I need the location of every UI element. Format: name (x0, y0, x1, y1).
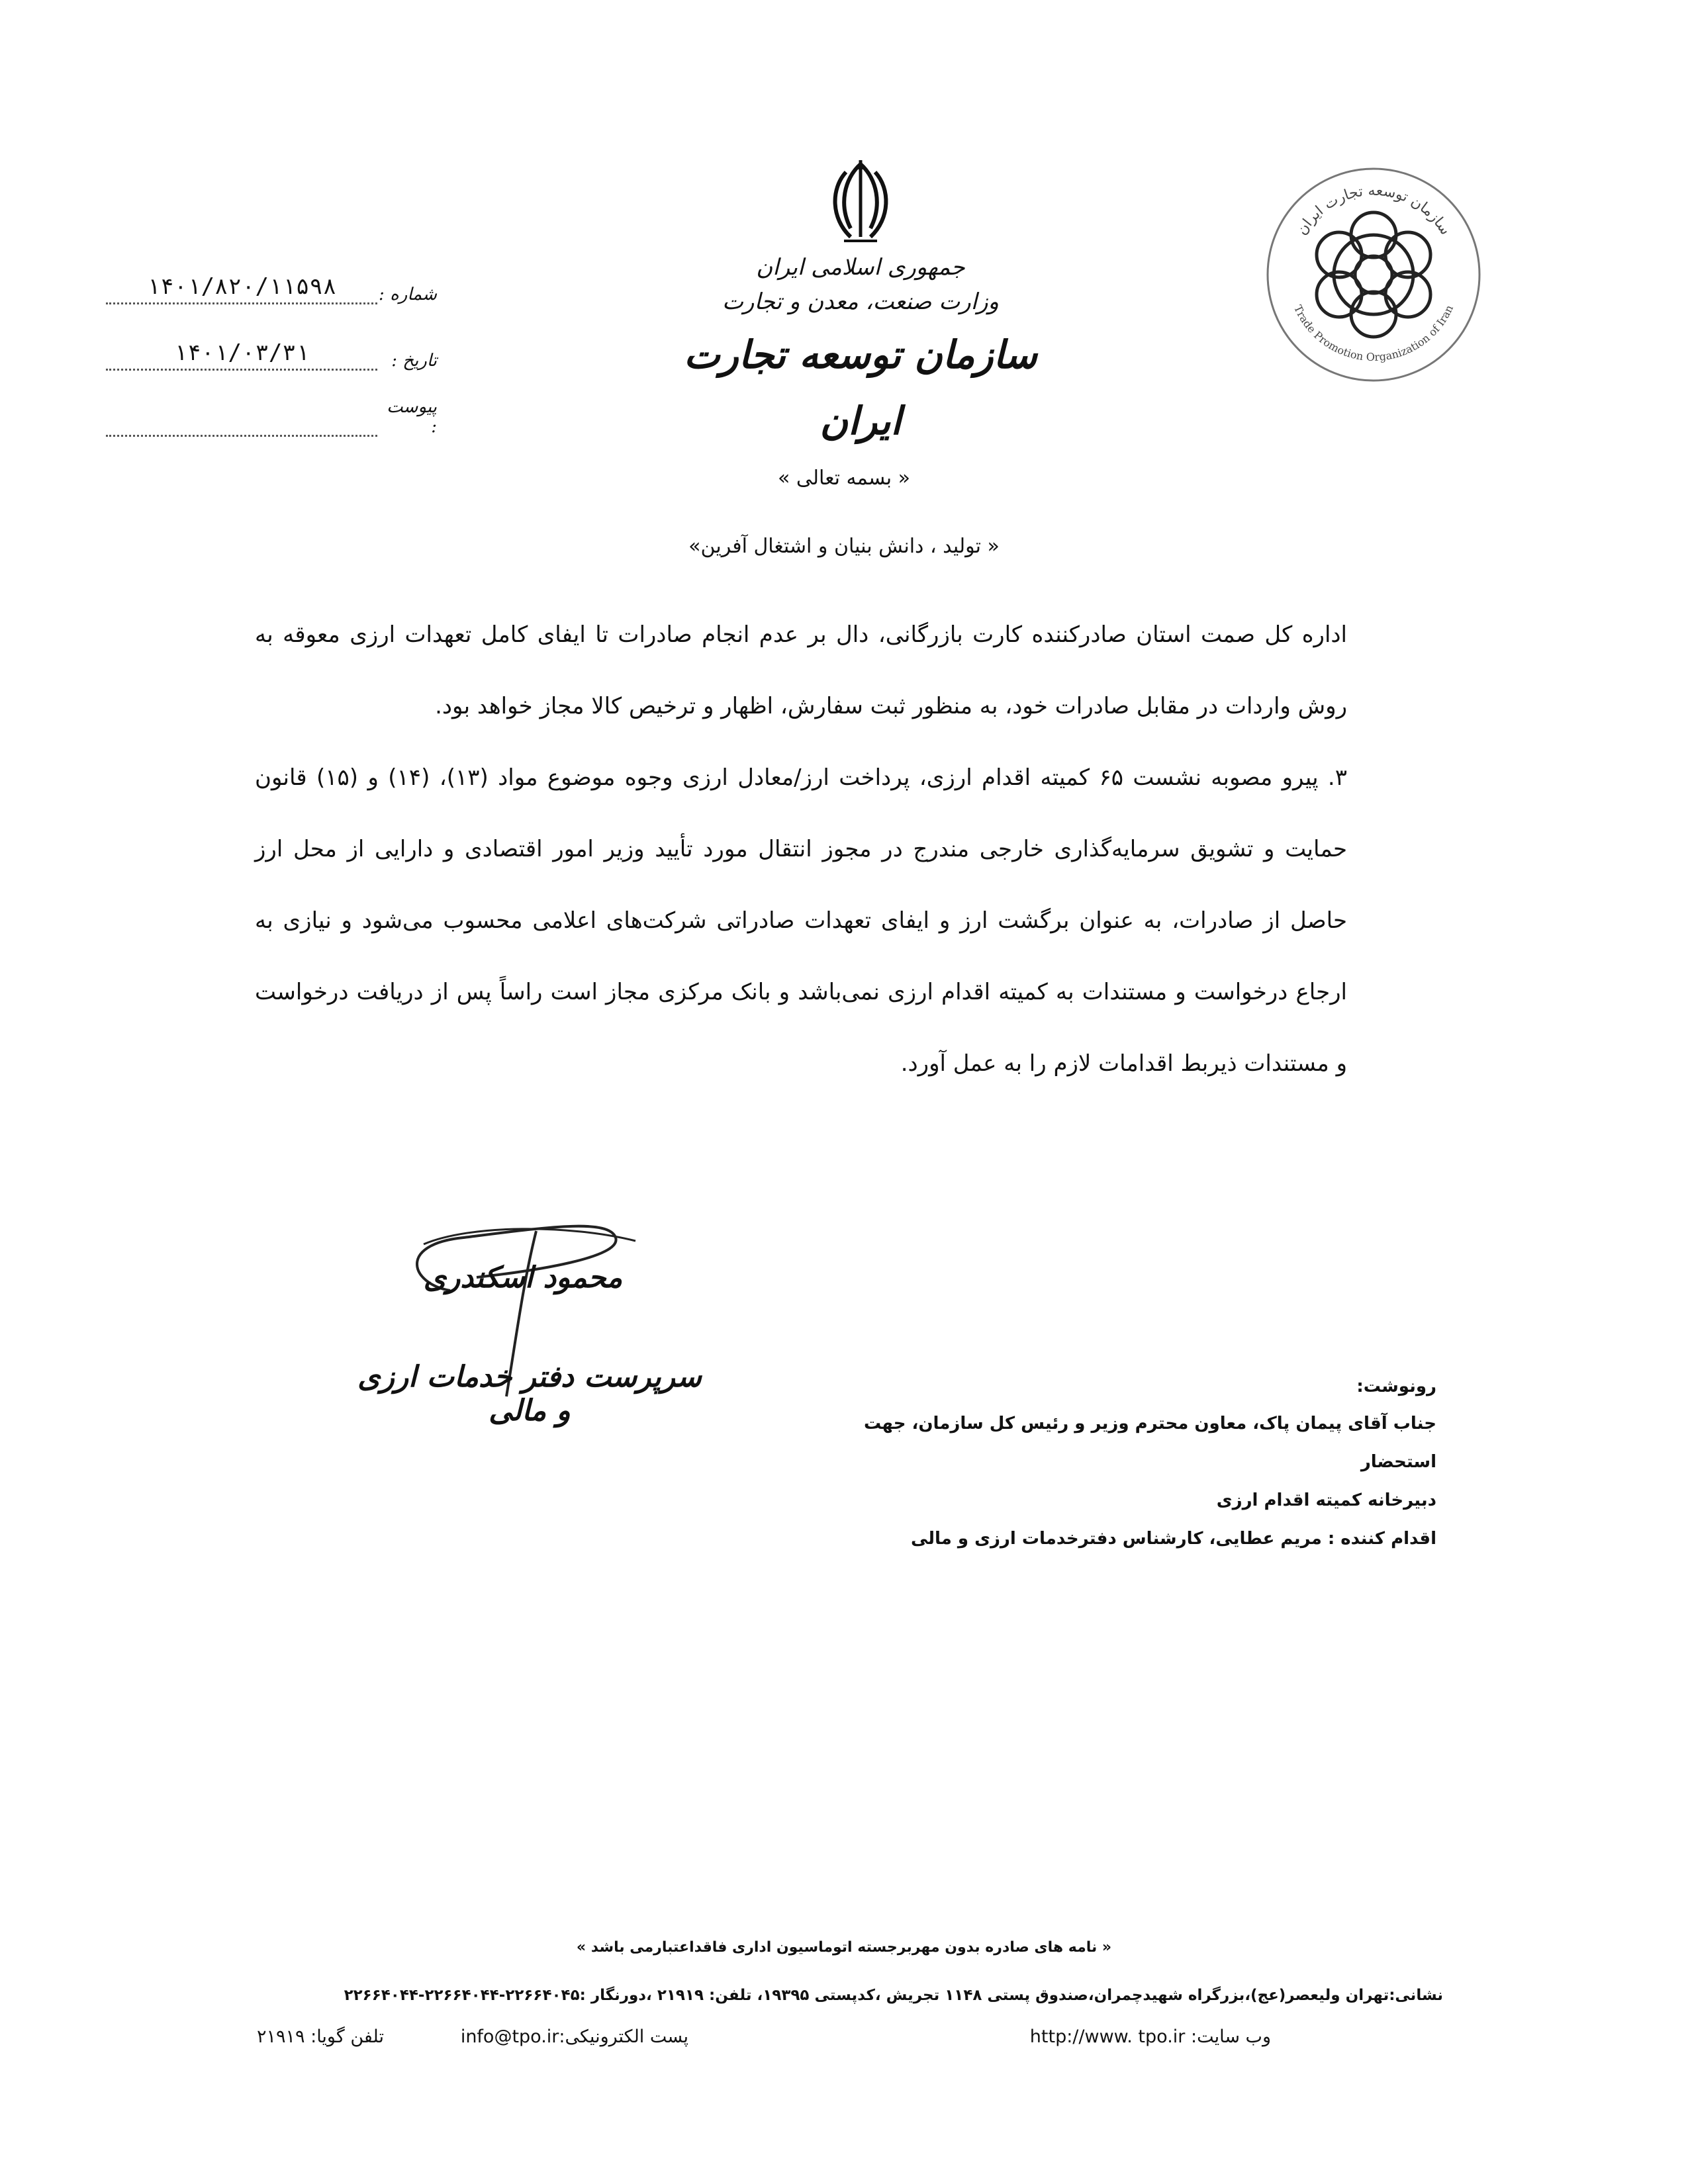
copies-item: دبیرخانه کمیته اقدام ارزی (1216, 1490, 1436, 1510)
paragraph-1: اداره کل صمت استان صادرکننده کارت بازرگانی، دال بر عدم انجام صادرات تا ایفای کامل تعهدات ارزی معوقه به روش واردات در مقابل صادرات خود، به منظور ثبت سفارش، اظهار و ترخیص کالا مجاز خواهد بود. (255, 621, 1347, 719)
iran-emblem-icon (824, 159, 897, 245)
footer-website: وب سایت: http://www. tpo.ir (1029, 2026, 1271, 2047)
attachment-value (106, 403, 377, 437)
footer-email: پست الکترونیکی:info@tpo.ir (460, 2026, 688, 2047)
motto: « تولید ، دانش بنیان و اشتغال آفرین» (688, 535, 1000, 558)
country-name: جمهوری اسلامی ایران (756, 254, 965, 281)
signatory-title: سرپرست دفتر خدمات ارزی و مالی (357, 1360, 702, 1428)
copies-item: اقدام کننده : مریم عطایی، کارشناس دفترخدمات ارزی و مالی (910, 1529, 1436, 1549)
letter-body (255, 599, 1347, 1099)
ministry-name: وزارت صنعت، معدن و تجارت (722, 289, 999, 315)
signatory-name: محمود اسکندری (423, 1261, 623, 1295)
attachment-row (106, 371, 437, 437)
date-row (106, 304, 437, 371)
copies-item: استحضار (1360, 1452, 1436, 1472)
number-row (106, 238, 437, 304)
number-label: شماره : (379, 285, 437, 304)
tpo-seal-icon (1261, 162, 1486, 387)
svg-text:Trade Promotion Organization o: Trade Promotion Organization of Iran (1291, 303, 1456, 364)
footer-note: « نامه های صادره بدون مهربرجسته اتوماسیون اداری فاقداعتبارمی باشد » (576, 1939, 1112, 1956)
copies-title: رونوشت: (1356, 1377, 1436, 1396)
organization-name: سازمان توسعه تجارت ایران (684, 332, 1037, 443)
svg-text:سازمان توسعه تجارت ایران: سازمان توسعه تجارت ایران (1293, 182, 1454, 238)
copies-list (861, 1377, 1436, 1558)
date-value: ۱۴۰۱/۰۳/۳۱ (106, 337, 377, 371)
letter-meta (106, 238, 437, 437)
number-value: ۱۴۰۱/۸۲۰/۱۱۵۹۸ (106, 271, 377, 304)
footer-address: نشانی:تهران ولیعصر(عج)،بزرگراه شهیدچمران،صندوق پستی ۱۱۴۸ تجریش ،کدپستی ۱۹۳۹۵، تلفن: ۲۱۹۱۹ ،دورنگار :۲۲۶۶۴۰۴۵-۲۲۶۶۴۰۴۴-۲۲۶۶۴۰۴۴ (344, 1987, 1443, 2004)
date-label: تاریخ : (391, 351, 437, 371)
copies-item: جناب آقای پیمان پاک، معاون محترم وزیر و رئیس کل سازمان، جهت (864, 1414, 1436, 1433)
attachment-label: پیوست : (387, 397, 437, 437)
paragraph-2: ۳. پیرو مصوبه نشست ۶۵ کمیته اقدام ارزی، پرداخت ارز/معادل ارزی وجوه موضوع مواد (۱۳)، (۱۴) و (۱۵) قانون حمایت و تشویق سرمایه‌گذاری خارجی مندرج در مجوز انتقال مورد تأیید وزیر امور اقتصادی و دارایی از محل ارز حاصل از صادرات، به عنوان برگشت ارز و ایفای تعهدات صادراتی شرکت‌های اعلامی محسوب می‌شود و نیازی به ارجاع درخواست و مستندات به کمیته اقدام ارزی نمی‌باشد و بانک مرکزی مجاز است راساً پس از دریافت درخواست و مستندات ذیربط اقدامات لازم را به عمل آورد. (255, 764, 1348, 1077)
ministry-header (675, 159, 1046, 454)
salutation: « بسمه تعالی » (778, 467, 910, 490)
footer-phone: تلفن گویا: ۲۱۹۱۹ (257, 2026, 384, 2047)
